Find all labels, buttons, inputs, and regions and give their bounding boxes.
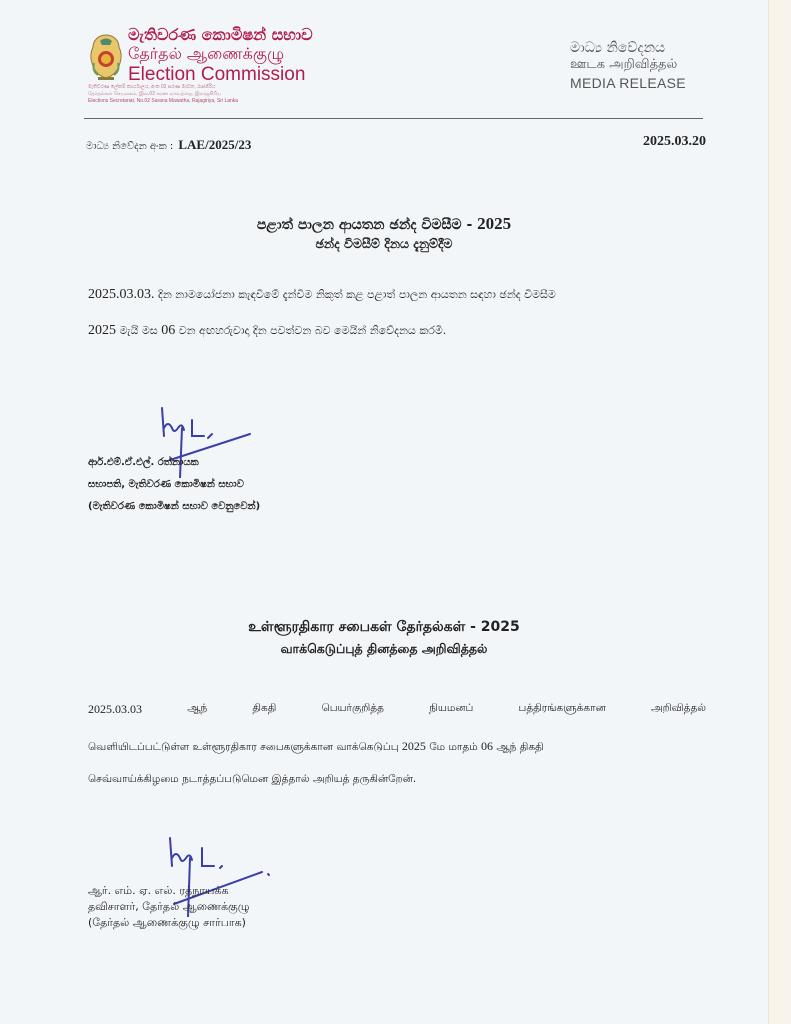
tamil-word: பெயர்குறித்த	[321, 702, 384, 714]
release-date: 2025.03.20	[643, 134, 706, 149]
sinhala-signer-on-behalf: (මැතිවරණ කොමිෂන් සභාව වෙනුවෙන්)	[88, 501, 261, 512]
address-tamil-line: தேர்தல்கள் செயலகம், இல.02 சரண மாவத்தை, இராஜகிரிய	[88, 91, 222, 97]
tamil-body-line-2	[88, 739, 706, 754]
tamil-body-line-1	[88, 702, 706, 717]
sinhala-election-day: 06	[161, 323, 176, 338]
tamil-word: அறிவித்தல்	[650, 702, 706, 714]
tamil-election-day: 06	[481, 739, 494, 753]
tamil-body-line-3: செவ்வாய்க்கிழமை நடாத்தப்படுமென இத்தால் அறியத் தருகின்றேன்.	[88, 773, 417, 785]
tamil-word: 2025.03.03	[88, 702, 142, 716]
sinhala-body-text-2: වන අඟහරුවාදා දින පවත්වන බව මෙයින් නිවේදනය කරමි.	[178, 324, 447, 337]
media-release-sinhala: මාධ්‍ය නිවේදනය	[570, 40, 666, 56]
sinhala-body-line-2	[88, 323, 446, 339]
scan-edge	[768, 0, 791, 1024]
tamil-subtitle: வாக்கெடுப்புத் தினத்தை அறிவித்தல்	[280, 641, 488, 656]
sinhala-subtitle: ඡන්ද විමසීම් දිනය දැනුම්දීම	[315, 236, 453, 251]
sinhala-body-line-1	[88, 287, 556, 303]
reference-label: මාධ්‍ය නිවේදන අංක :	[86, 141, 174, 152]
tamil-body-month: மே மாதம்	[429, 741, 478, 753]
tamil-body-text-2a: வெளியிடப்பட்டுள்ள உள்ளூரதிகார சபைகளுக்கான வாக்கெடுப்பு	[88, 741, 399, 753]
sinhala-signer-title: සභාපති, මැතිවරණ කොමිෂන් සභාව	[88, 479, 244, 490]
media-release-tamil: ஊடக அறிவித்தல்	[570, 57, 678, 72]
organization-brand	[128, 26, 328, 85]
sinhala-title-text: පළාත් පාලන ආයතන ඡන්ද විමසීම -	[256, 217, 473, 233]
tamil-title: உள்ளூரதிகார சபைகள் தேர்தல்கள் - 2025	[248, 619, 520, 635]
sinhala-signer-name: ආර්.එම්.ඒ.එල්. රත්නායක	[88, 457, 199, 468]
org-name-tamil: தேர்தல் ஆணைக்குழு	[128, 44, 285, 63]
sinhala-body-month: මැයි මස	[119, 324, 158, 337]
reference-row	[86, 134, 706, 152]
tamil-signer-title: தவிசாளர், தேர்தல் ஆணைக்குழு	[88, 900, 250, 913]
org-name-english: Election Commission	[128, 64, 306, 85]
tamil-election-year: 2025	[401, 739, 426, 753]
tamil-signer-block	[88, 883, 250, 931]
header-divider	[84, 118, 703, 119]
media-release-label	[570, 40, 710, 93]
tamil-signer-name: ஆர். எம். ஏ. எல். ரத்நாயக்க	[88, 884, 229, 897]
tamil-word: பத்திரங்களுக்கான	[518, 702, 606, 714]
address-sinhala-line: මැතිවරණ ලේකම් කාර්යාලය, අංක 02 සරණ මාවත, රාජගිරිය	[88, 84, 216, 90]
sri-lanka-emblem-icon	[88, 33, 124, 83]
org-name-sinhala: මැතිවරණ කොමිෂන් සභාව	[128, 25, 313, 44]
tamil-signer-on-behalf: (தேர்தல் ஆணைக்குழு சார்பாக)	[88, 916, 246, 929]
tamil-body-text-2c: ஆந் திகதி	[496, 741, 544, 753]
sinhala-title-year: 2025	[477, 214, 512, 233]
sinhala-nomination-date: 2025.03.03.	[88, 287, 155, 302]
tamil-word: ஆந்	[187, 702, 208, 714]
reference-number: LAE/2025/23	[178, 137, 252, 152]
tamil-word: திகதி	[252, 702, 277, 714]
sinhala-signer-block	[88, 452, 260, 518]
sinhala-election-year: 2025	[88, 323, 116, 338]
sinhala-title	[0, 214, 768, 234]
address-block	[88, 84, 318, 105]
tamil-word: நியமனப்	[429, 702, 474, 714]
sinhala-body-text-1: දින නාමයෝජනා කැඳවීමේ දැන්වීම නිකුත් කළ පළාත් පාලන ආයතන සඳහා ඡන්ද විමසීම	[158, 288, 556, 301]
media-release-english: MEDIA RELEASE	[570, 75, 686, 91]
address-english: Elections Secretariat, No.02 Sarana Mawatha, Rajagiriya, Sri Lanka	[88, 98, 239, 104]
